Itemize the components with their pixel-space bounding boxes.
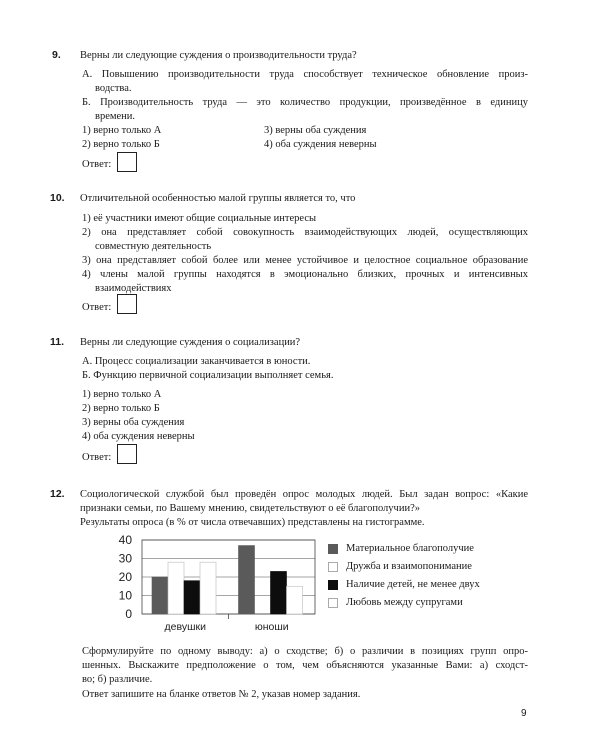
q10-option-4-cont: взаимодействиях (95, 283, 172, 294)
q10-number: 10. (50, 192, 65, 204)
q11-question: Верны ли следующие суждения о социализации? (80, 337, 301, 348)
page-number: 9 (521, 708, 527, 719)
x-label-1: юноши (254, 621, 289, 633)
q12-intro-line-3: Результаты опроса (в % от числа отвечавших) представлены на гистограмме. (80, 517, 425, 528)
y-tick-20: 20 (118, 570, 132, 584)
legend-swatch-friendship (328, 562, 338, 572)
legend-item-material (328, 543, 480, 554)
chart-y-ticks (119, 533, 133, 621)
y-tick-40: 40 (118, 533, 132, 547)
bar-1-2 (271, 571, 287, 614)
q11-answer-label: Ответ: (82, 452, 112, 463)
q10-option-2: 2) она представляет собой совокупность взаимодействующих людей, осуществляющих (82, 227, 528, 238)
legend-swatch-love (328, 598, 338, 608)
q10-answer-label: Ответ: (82, 302, 112, 313)
q12-task-line-1: Сформулируйте по одному выводу: а) о сходстве; б) о различии в позициях групп опро- (82, 646, 528, 657)
bar-0-1 (168, 562, 184, 614)
chart-legend (328, 543, 480, 608)
q9-option-3: 3) верны оба суждения (264, 125, 367, 136)
legend-label-love: Любовь между супругами (346, 597, 463, 608)
q12-intro-line-2: признаки семьи, по Вашему мнению, свидетельствуют о её благополучии?» (80, 503, 420, 514)
bar-0-0 (152, 577, 168, 614)
q11-option-4: 4) оба суждения неверны (82, 431, 195, 442)
chart-bars (152, 546, 303, 614)
chart-x-labels (165, 621, 289, 633)
q10-question: Отличительной особенностью малой группы является то, что (80, 193, 356, 204)
q9-option-2: 2) верно только Б (82, 139, 160, 150)
q11-option-1: 1) верно только А (82, 389, 162, 400)
q10-option-3: 3) она представляет собой более или менее устойчивое и целостное социальное образование (82, 255, 528, 266)
q9-judgment-a: А. Повышению производительности труда способствует техническое обновление произ- (82, 69, 528, 80)
legend-swatch-material (328, 544, 338, 554)
histogram (100, 528, 320, 640)
q9-answer-box[interactable] (117, 152, 137, 172)
q11-answer-box[interactable] (117, 444, 137, 464)
q11-judgment-a: А. Процесс социализации заканчивается в юности. (82, 356, 311, 367)
q12-task-line-2: шенных. Выскажите предположение о том, чем объясняются указанные Вами: а) сходст- (82, 660, 528, 671)
q10-option-2-cont: совместную деятельность (95, 241, 212, 252)
bar-0-2 (184, 581, 200, 614)
legend-label-friendship: Дружба и взаимопонимание (346, 561, 472, 572)
legend-label-children: Наличие детей, не менее двух (346, 579, 480, 590)
q10-answer-box[interactable] (117, 294, 137, 314)
q9-judgment-b-cont: времени. (95, 111, 136, 122)
q11-option-3: 3) верны оба суждения (82, 417, 185, 428)
x-label-0: девушки (164, 621, 206, 633)
q11-judgment-b: Б. Функцию первичной социализации выполняет семья. (82, 370, 334, 381)
q9-judgment-b: Б. Производительность труда — это количество продукции, произведённое в единицу (82, 97, 528, 108)
q10-option-1: 1) её участники имеют общие социальные интересы (82, 213, 317, 224)
q11-option-2: 2) верно только Б (82, 403, 160, 414)
q9-number: 9. (52, 49, 61, 61)
legend-item-friendship (328, 561, 480, 572)
legend-item-love (328, 597, 480, 608)
y-tick-0: 0 (125, 607, 132, 621)
q9-answer-label: Ответ: (82, 159, 112, 170)
q12-task-line-3: во; б) различие. (82, 674, 153, 685)
bar-0-3 (200, 562, 216, 614)
q9-judgment-a-cont: водства. (95, 83, 132, 94)
q12-intro-line-1: Социологической службой был проведён опрос молодых людей. Был задан вопрос: «Какие (80, 489, 528, 500)
q9-option-4: 4) оба суждения неверны (264, 139, 377, 150)
y-tick-30: 30 (118, 551, 132, 566)
q12-task-line-4: Ответ запишите на бланке ответов № 2, указав номер задания. (82, 689, 361, 700)
q12-number: 12. (50, 488, 65, 500)
legend-item-children (328, 579, 480, 590)
y-tick-10: 10 (118, 588, 132, 603)
legend-swatch-children (328, 580, 338, 590)
q10-option-4: 4) члены малой группы находятся в эмоционально близких, прочных и интенсивных (82, 269, 528, 280)
legend-label-material: Материальное благополучие (346, 543, 474, 554)
bar-1-0 (239, 546, 255, 614)
q11-number: 11. (50, 336, 65, 348)
q9-option-1: 1) верно только А (82, 125, 162, 136)
q9-question: Верны ли следующие суждения о производительности труда? (80, 50, 357, 61)
bar-1-3 (287, 586, 303, 614)
